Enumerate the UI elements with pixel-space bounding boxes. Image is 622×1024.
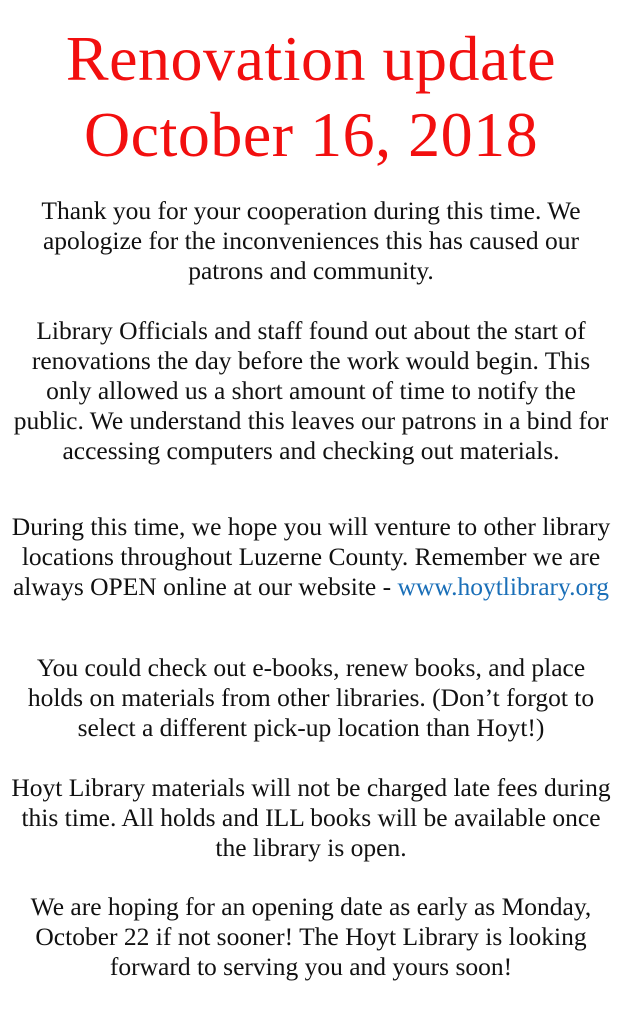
paragraph-online-services: You could check out e-books, renew books, and place holds on materials from other libraries. (Don’t forgot to select a different pick-up location than Hoyt!) <box>27 653 595 742</box>
title-line-1: Renovation update <box>65 23 557 94</box>
paragraph-late-fees: Hoyt Library materials will not be charged late fees during this time. All holds and ILL books will be available once the library is open. <box>11 773 611 862</box>
paragraph-opening-date: We are hoping for an opening date as early as Monday, October 22 if not sooner! The Hoyt Library is looking forward to serving you and yours soon! <box>30 892 592 981</box>
paragraph-renovation-notice: Library Officials and staff found out about the start of renovations the day before the work would begin. This only allowed us a short amount of time to notify the public. We understand this leaves our patrons in a bind for accessing computers and checking out materials. <box>13 316 609 465</box>
website-link[interactable]: www.hoytlibrary.org <box>397 572 610 601</box>
title-line-2: October 16, 2018 <box>83 99 539 170</box>
paragraph-thank-you: Thank you for your cooperation during this time. We apologize for the inconveniences this has caused our patrons and community. <box>41 196 581 285</box>
paragraph-other-locations-text: During this time, we hope you will venture to other library locations throughout Luzerne County. Remember we are always OPEN online at our website - <box>11 512 611 601</box>
paragraph-other-locations <box>10 512 612 602</box>
